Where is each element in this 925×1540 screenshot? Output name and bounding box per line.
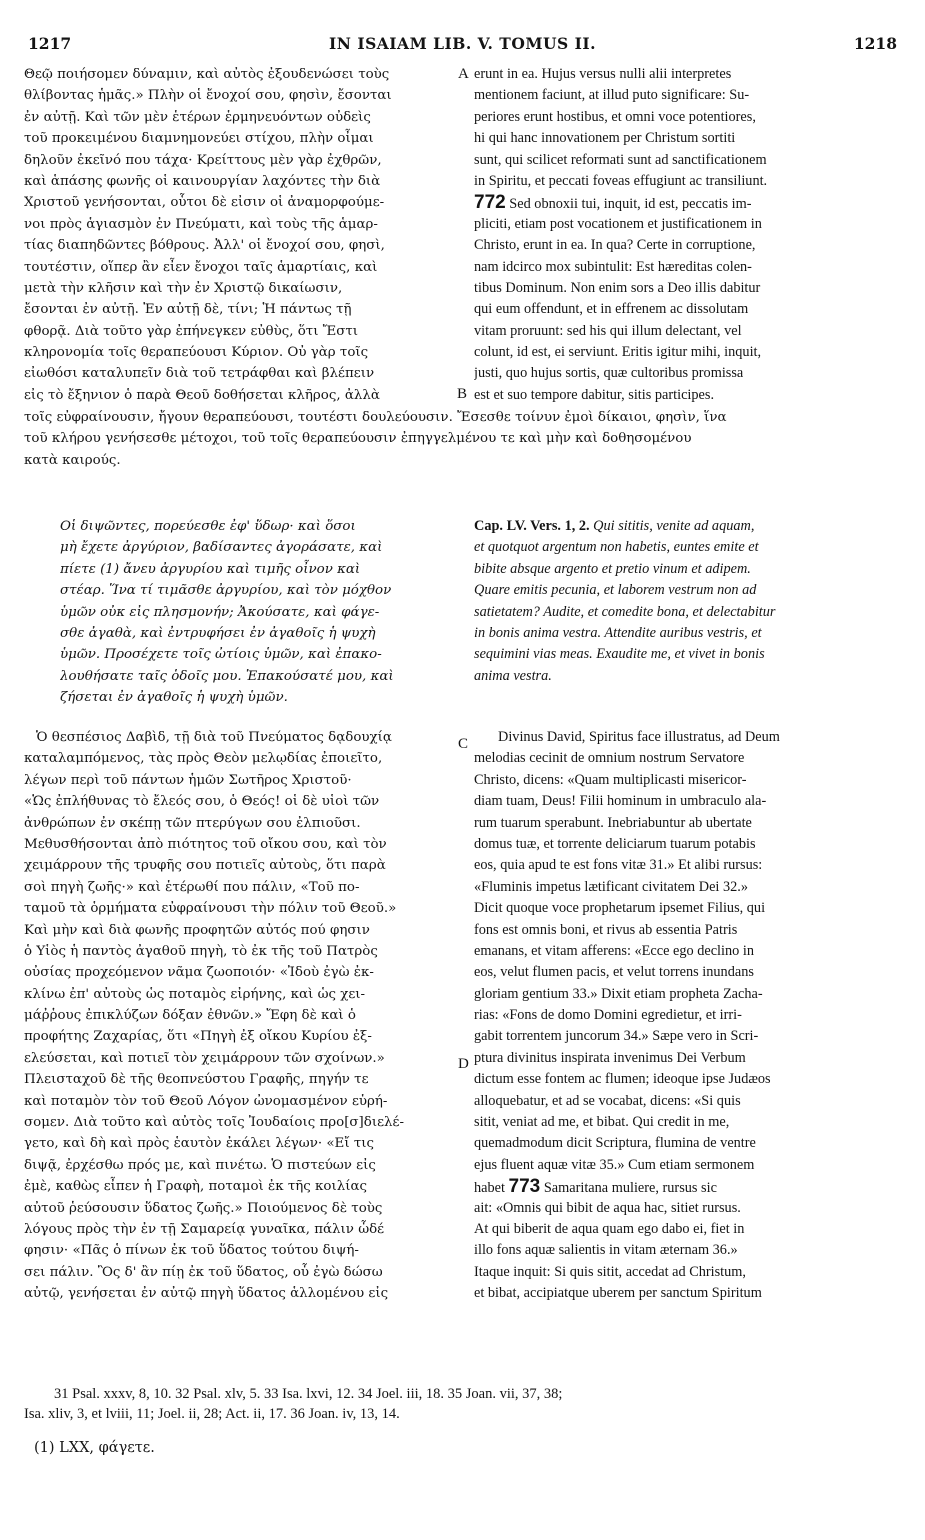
text-line: Dicit quoque voce prophetarum ipsemet Filius, qui (474, 900, 766, 917)
text-line: bibite absque argento et pretio vinum et adipem. (474, 560, 751, 577)
text-span: Sed obnoxii tui, inquit, id est, peccatis im- (509, 196, 752, 213)
text-span: habet (474, 1180, 505, 1197)
footnote-line: Isa. xliv, 3, et lviii, 11; Joel. ii, 28; Act. ii, 17. 36 Joan. iv, 13, 14. (24, 1406, 400, 1422)
text-line: melodias cecinit de omnium nostrum Servatore (474, 750, 745, 767)
text-line: eos, velut flumen pacis, et velut torrens inundans (474, 964, 754, 981)
text-span: Samaritana muliere, rursus sic (543, 1180, 717, 1197)
text-line: gloriam gentium 33.» Dixit etiam propheta Zacha- (474, 985, 763, 1002)
text-line: σει πάλιν. Ὃς δ' ἂν πίῃ ἐκ τοῦ ὕδατος, οὗ ἐγὼ δώσω (24, 1264, 383, 1280)
text-line: φθορᾷ. Διὰ τοῦτο γὰρ ἐπήνεγκεν εὐθὺς, ὅτι Ἔστι (24, 323, 359, 339)
text-line: qui eum offendunt, et in effrenem ac dissolutam (474, 301, 749, 318)
text-line: Θεῷ ποιήσομεν δύναμιν, καὶ αὐτὸς ἐξουδενώσει τοὺς (24, 67, 390, 82)
text-line: λόγους πρὸς τὴν ἐν τῇ Σαμαρείᾳ γυναῖκα, πάλιν ὧδέ (24, 1221, 385, 1237)
text-line: νοι πρὸς ἁγιασμὸν ἐν Πνεύματι, καὶ τοὺς τῆς ἁμαρ- (24, 216, 378, 232)
text-line: in bonis anima vestra. Attendite auribus vestris, et (474, 624, 762, 641)
text-line: ait: «Omnis qui bibit de aqua hac, sitiet rursus. (474, 1199, 741, 1216)
text-line (474, 192, 904, 213)
text-line: vitam proruunt: sed his qui illum delectant, vel (474, 322, 742, 339)
text-line: Quare emitis pecunia, et laborem vestrum non ad (474, 582, 757, 599)
text-line: «Ὡς ἐπλήθυνας τὸ ἔλεός σου, ὁ Θεός! οἱ δὲ υἱοὶ τῶν (24, 794, 380, 810)
text-line: Christo, dicens: «Quam multiplicasti misericor- (474, 771, 747, 788)
text-line: rum tuarum sperabunt. Inebriabuntur ab ubertate (474, 814, 752, 831)
text-line: dictum esse fontem ac flumen; ideoque ipse Judæos (474, 1071, 771, 1088)
latin-wide-first-line: est et suo tempore dabitur, sitis participes. (474, 387, 715, 403)
latin-column-top (474, 64, 904, 385)
text-line: καταλαμπόμενος, τὰς πρὸς Θεὸν μελῳδίας ἐποιεῖτο, (24, 751, 383, 767)
text-line: λουθήσατε ταῖς ὁδοῖς μου. Ἐπακούσατέ μου, καὶ (60, 668, 394, 684)
greek-verse (60, 516, 464, 709)
text-line: στέαρ. Ἵνα τί τιμᾶσθε ἀργυρίου, καὶ τὸν μόχθον (60, 583, 392, 599)
text-line: fons est omnis boni, et rivus ab essentia Patris (474, 921, 738, 938)
text-line: et quotquot argentum non habetis, euntes emite et (474, 539, 759, 556)
text-line: προφήτης Ζαχαρίας, ὅτι «Πηγὴ ἐξ οἴκου Κυρίου ἐξ- (24, 1029, 372, 1045)
text-line: Μεθυσθήσονται ἀπὸ πιότητος τοῦ οἴκου σου, καὶ τὸν (24, 836, 387, 852)
text-line: ταμοῦ τὰ ὁρμήματα εὐφραίνουσι τὴν πόλιν τοῦ Θεοῦ.» (24, 901, 397, 917)
greek-column-bottom (24, 727, 464, 1305)
text-line: τοῖς εὐφραίνουσιν, ἤγουν θεραπεύουσι, τουτέστι δουλεύουσιν. Ἔσεσθε τοίνυν ἐμοὶ δίκαιοι, φησὶν, ἵνα (24, 410, 727, 425)
text-line: ἐμὲ, καθὼς εἶπεν ἡ Γραφὴ, ποταμοὶ ἐκ τῆς κοιλίας (24, 1179, 367, 1195)
text-line: quemadmodum dicit Scriptura, flumina de ventre (474, 1135, 756, 1152)
latin-column-bottom (474, 727, 904, 1305)
chapter-verse-label: Cap. LV. Vers. 1, 2. (474, 518, 590, 534)
text-line: ἐν αὐτῇ. Καὶ τῶν μὲν ἑτέρων ἑρμηνευόντων οὐδεὶς (24, 109, 371, 125)
text-line: ptura divinitus inspirata invenimus Dei Verbum (474, 1049, 746, 1066)
text-line: ζήσεται ἐν ἀγαθοῖς ἡ ψυχὴ ὑμῶν. (60, 690, 288, 706)
text-line: tibus Dominum. Non enim sors a Deo illis dabitur (474, 279, 761, 296)
text-line: gabit torrentem juncorum 34.» Sæpe vero in Scri- (474, 1028, 759, 1045)
text-line: illo fons aquæ salientis in vitam æternam 36.» (474, 1242, 738, 1259)
text-line: θλίβοντας ἡμᾶς.» Πλὴν οἱ ἔνοχοί σου, φησὶν, ἔσονται (24, 88, 392, 104)
text-line: μὴ ἔχετε ἀργύριον, βαδίσαντες ἀγοράσατε, καὶ (60, 540, 383, 556)
text-line: δηλοῦν ἐκεῖνό που τάχα· Κρείττους μὲν γὰρ ἐχθρῶν, (24, 152, 382, 168)
text-line: periores erunt hostibus, et omni voce potentiores, (474, 108, 756, 125)
text-line: οὐσίας προχεόμενον νᾶμα ζωοποιόν· «Ἰδοὺ ἐγὼ ἐκ- (24, 965, 374, 981)
text-line: μετὰ τὴν κλῆσιν καὶ τὴν ἐν Χριστῷ δικαίωσιν, (24, 280, 343, 296)
section-marker-c: C (458, 736, 469, 752)
text-line (474, 516, 904, 537)
text-line: nam idcirco mox subintulit: Est hæreditas colen- (474, 258, 752, 275)
text-line: rias: «Fons de domo Domini egredietur, et irri- (474, 1007, 742, 1024)
text-line: justi, quo hujus sortis, quæ cultoribus promissa (474, 365, 744, 382)
text-line: satietatem? Audite, et comedite bona, et delectabitur (474, 603, 776, 620)
critical-note: (1) LXX, φάγετε. (34, 1440, 155, 1456)
text-line: Ὁ θεσπέσιος Δαβὶδ, τῇ διὰ τοῦ Πνεύματος δᾳδουχίᾳ (36, 730, 392, 745)
footnotes (24, 1384, 900, 1424)
text-line: erunt in ea. Hujus versus nulli alii interpretes (474, 66, 732, 82)
text-line: ὑμῶν οὐκ εἰς πλησμονήν; Ἀκούσατε, καὶ φάγε- (60, 604, 380, 620)
text-line: ἀνθρώπων ἐν σκέπῃ τῶν πτερύγων σου ἐλπιοῦσι. (24, 815, 361, 831)
column-number-772: 772 (474, 192, 506, 214)
page-number-right: 1218 (853, 34, 897, 53)
greek-column-top (24, 64, 464, 385)
text-line: κληρονομία τοῖς θεραπεύουσι Κύριον. Οὐ γὰρ τοῖς (24, 345, 369, 361)
text-line: φησιν· «Πᾶς ὁ πίνων ἐκ τοῦ ὕδατος τούτου διψή- (24, 1243, 359, 1259)
text-line: λέγων περὶ τοῦ πάντων ἡμῶν Σωτῆρος Χριστοῦ· (24, 772, 352, 788)
page-number-left: 1217 (28, 34, 72, 53)
text-line: eos, quia apud te est fons vitæ 31.» Et alibi rursus: (474, 857, 763, 874)
text-line: Christo, erunt in ea. In qua? Certe in corruptione, (474, 237, 756, 254)
text-line: diam tuam, Deus! Filii hominum in umbraculo ala- (474, 793, 767, 810)
text-line: Καὶ μὴν καὶ διὰ φωνῆς προφητῶν αὐτός πού φησιν (24, 922, 370, 938)
text-line: et bibat, accipiatque uberem per sanctum Spiritum (474, 1285, 762, 1302)
text-line: πίετε (1) ἄνευ ἀργυρίου καὶ τιμῆς οἶνον καὶ (60, 561, 361, 577)
text-line: σθε ἀγαθὰ, καὶ ἐντρυφήσει ἐν ἀγαθοῖς ἡ ψυχὴ (60, 625, 376, 641)
footnote-line: 31 Psal. xxxv, 8, 10. 32 Psal. xlv, 5. 33 Isa. lxvi, 12. 34 Joel. iii, 18. 35 Joan. vii, 37, 38; (54, 1386, 563, 1402)
text-line: ὁ Υἱὸς ἡ παντὸς ἀγαθοῦ πηγὴ, τὸ ἐκ τῆς τοῦ Πατρὸς (24, 943, 378, 959)
text-line: pliciti, etiam post vocationem et justificationem in (474, 215, 762, 232)
text-line: sunt, qui scilicet reformati sunt ad sanctificationem (474, 151, 767, 168)
text-line: emanans, et vitam afferens: «Ecce ego declino in (474, 942, 754, 959)
section-marker-b: B (457, 386, 468, 402)
text-line: αὐτοῦ ῥεύσουσιν ὕδατος ζωῆς.» Ποιούμενος δὲ τοὺς (24, 1200, 383, 1216)
text-line: κατὰ καιρούς. (24, 452, 121, 468)
text-line: αὐτῷ, γενήσεται ἐν αὐτῷ πηγὴ ὕδατος ἁλλομένου εἰς (24, 1286, 389, 1302)
text-line: καὶ ποταμὸν τὸν τοῦ Θεοῦ Λόγον ὠνομασμένον εὑρή- (24, 1093, 388, 1109)
text-line: τοῦ κλήρου γενήσεσθε μέτοχοι, τοῦ τοῖς θεραπεύουσιν ἐπηγγελμένου τε καὶ μὴν καὶ δοθησομένου (24, 431, 692, 447)
text-line (474, 1176, 904, 1197)
text-line: mentionem faciunt, at illud puto significare: Su- (474, 87, 750, 104)
text-line: sequimini vias meas. Exaudite me, et vivet in bonis (474, 646, 765, 663)
text-line: in Spiritu, et peccati foveas effugiunt ac transiliunt. (474, 172, 768, 189)
text-line: hi qui hanc innovationem per Christum sortiti (474, 130, 736, 147)
text-line: alloquebatur, et ad se vocabat, dicens: «Si quis (474, 1092, 741, 1109)
text-line: At qui biberit de aqua quam ego dabo ei, fiet in (474, 1220, 745, 1237)
text-line: τουτέστιν, οἵπερ ἂν εἶεν ἔνοχοι ταῖς ἁμαρτίαις, καὶ (24, 259, 378, 275)
text-line: ὑμῶν. Προσέχετε τοῖς ὠτίοις ὑμῶν, καὶ ἐπακο- (60, 647, 382, 663)
text-line: sitit, veniat ad me, et bibat. Qui credit in me, (474, 1114, 730, 1131)
text-line: Divinus David, Spiritus face illustratus, ad Deum (498, 729, 780, 745)
running-title: IN ISAIAM LIB. V. TOMUS II. (329, 34, 596, 53)
section-marker-a: A (458, 66, 469, 82)
text-line: domus tuæ, et torrente deliciarum tuarum potabis (474, 835, 756, 852)
text-line: διψᾷ, ἐρχέσθω πρός με, καὶ πινέτω. Ὁ πιστεύων εἰς (24, 1157, 376, 1173)
text-line: colunt, id est, ei serviunt. Eritis igitur mihi, inquit, (474, 344, 762, 361)
text-line: anima vestra. (474, 667, 552, 684)
text-line: καὶ ἁπάσης φωνῆς οἱ καινουργίαν λαχόντες τὴν διὰ (24, 173, 381, 189)
text-line: μάῤῥους ἐπικλύζων δόξαν ἐθνῶν.» Ἔφη δὲ καὶ ὁ (24, 1008, 356, 1024)
text-line: σοὶ πηγὴ ζωῆς·» καὶ ἑτέρωθί που πάλιν, «Τοῦ πο- (24, 879, 360, 895)
running-header (28, 34, 897, 56)
full-width-block (24, 407, 900, 471)
text-span: Qui sititis, venite ad aquam, (589, 518, 755, 534)
text-line: γετο, καὶ δὴ καὶ πρὸς ἑαυτὸν ἐκάλει λέγων· «Εἴ τις (24, 1136, 374, 1152)
text-line: Πλεισταχοῦ δὲ τῆς θεοπνεύστου Γραφῆς, πηγήν τε (24, 1072, 369, 1088)
text-line: κλίνω ἐπ' αὐτοὺς ὡς ποταμὸς εἰρήνης, καὶ ὡς χει- (24, 986, 366, 1002)
text-line: ἔσονται ἐν αὐτῇ. Ἐν αὐτῇ δὲ, τίνι; Ἡ πάντως τῇ (24, 302, 352, 318)
text-line: τοῦ προκειμένου διαμνημονεύει στίχου, πλὴν οἶμαι (24, 131, 374, 147)
greek-wide-first-line: εἰς τὸ ἔξηνιον ὁ παρὰ Θεοῦ δοθήσεται κλῆρος, ἀλλὰ (24, 388, 380, 403)
text-line: Χριστοῦ γενήσονται, οὗτοι δὲ εἰσιν οἱ ἀναμορφούμε- (24, 195, 385, 211)
text-line: εἰωθόσι καταλυπεῖν διὰ τοῦ τετράφθαι καὶ βλέπειν (24, 366, 375, 382)
latin-verse (474, 516, 904, 687)
text-line: Οἱ διψῶντες, πορεύεσθε ἐφ' ὕδωρ· καὶ ὅσοι (60, 519, 356, 534)
section-marker-d: D (458, 1056, 469, 1072)
column-number-773: 773 (508, 1176, 541, 1198)
text-line: ελεύσεται, καὶ ποτιεῖ τὸν χειμάρρουν τῶν σχοίνων.» (24, 1050, 385, 1066)
text-line: σομεν. Διὰ τοῦτο καὶ αὐτὸς τοῖς Ἰουδαίοις προ[σ]διελέ- (24, 1115, 404, 1131)
text-line: ejus fluent aquæ vitæ 35.» Cum etiam sermonem (474, 1156, 755, 1173)
text-line: Itaque inquit: Si quis sitit, accedat ad Christum, (474, 1263, 746, 1280)
text-line: χειμάρρουν τῆς τρυφῆς σου ποτιεῖς αὐτοὺς, ὅτι παρὰ (24, 858, 386, 874)
text-line: τίας διαπηδῶντες βόθρους. Ἀλλ' οἱ ἔνοχοί σου, φησὶ, (24, 238, 385, 254)
text-line: «Fluminis impetus lætificant civitatem Dei 32.» (474, 878, 748, 895)
